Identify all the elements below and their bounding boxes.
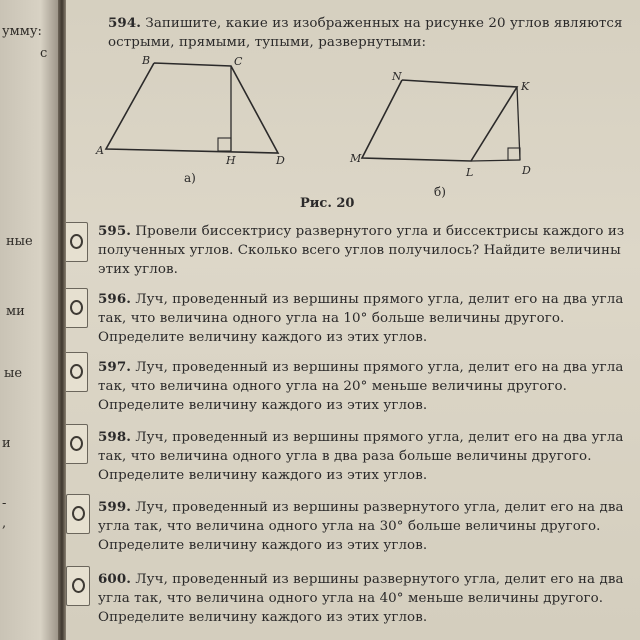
task-599 [98,498,628,555]
exercise-marker-icon [66,424,88,464]
figure-caption: Рис. 20 [300,196,355,211]
task-594 [108,14,628,52]
task-number: 595. [98,223,132,239]
figure-20 [66,50,640,250]
task-number: 600. [98,571,132,587]
point-label: M [350,152,362,165]
point-label: C [234,55,243,68]
task-text: Запишите, какие из изображенных на рисунке 20 углов являются острыми, прямыми, тупыми, развернутыми: [108,16,623,50]
left-fragment: , [2,516,7,531]
exercise-marker-icon [66,352,88,392]
figure-sublabel: б) [434,185,446,199]
task-number: 594. [108,15,142,31]
exercise-marker-icon [66,566,90,606]
book-spine [58,0,66,640]
point-label: N [392,70,402,83]
task-text: Луч, проведенный из вершины прямого угла, делит его на два угла так, что величина одного угла в два раза больше величины другого. Определите величину каждого из этих углов. [98,430,624,483]
point-label: D [522,164,531,177]
left-fragment: умму: [2,24,42,39]
left-fragment: и [2,436,11,451]
left-fragment: ми [6,304,25,319]
exercise-marker-icon [66,288,88,328]
task-number: 598. [98,429,132,445]
figure-sublabel: а) [184,171,196,185]
exercise-marker-icon [66,222,88,262]
left-page-edge [0,0,58,640]
left-fragment: ые [4,366,23,381]
figure-right-parallelogram [349,70,531,199]
textbook-page [66,0,640,640]
task-text: Провели биссектрису развернутого угла и биссектрисы каждого из полученных углов. Сколько всего углов получилось? Найдите величины этих углов. [98,224,625,277]
point-label: H [226,154,236,167]
point-label: A [96,144,104,157]
task-text: Луч, проведенный из вершины прямого угла, делит его на два угла так, что величина одного угла на 20° меньше величины другого. Определите величину каждого из этих углов. [98,360,624,413]
point-label: B [142,54,151,67]
task-number: 599. [98,499,132,515]
left-fragment: ные [6,234,33,249]
point-label: L [466,166,474,179]
left-fragment: с [40,46,48,61]
task-text: Луч, проведенный из вершины развернутого угла, делит его на два угла так, что величина одного угла на 30° больше величины другого. Определите величину каждого из этих углов. [98,500,624,553]
task-597 [98,358,628,415]
exercise-marker-icon [66,494,90,534]
figure-left-trapezoid [95,54,285,185]
task-595 [98,222,628,279]
task-600 [98,570,628,627]
task-number: 597. [98,359,132,375]
task-text: Луч, проведенный из вершины прямого угла, делит его на два угла так, что величина одного угла на 10° больше величины другого. Определите величину каждого из этих углов. [98,292,624,345]
point-label: K [521,80,530,93]
task-number: 596. [98,291,132,307]
task-596 [98,290,628,347]
task-598 [98,428,628,485]
left-fragment: - [2,496,7,511]
point-label: D [276,154,285,167]
task-text: Луч, проведенный из вершины развернутого угла, делит его на два угла так, что величина одного угла на 40° меньше величины другого. Определите величину каждого из этих углов. [98,572,624,625]
